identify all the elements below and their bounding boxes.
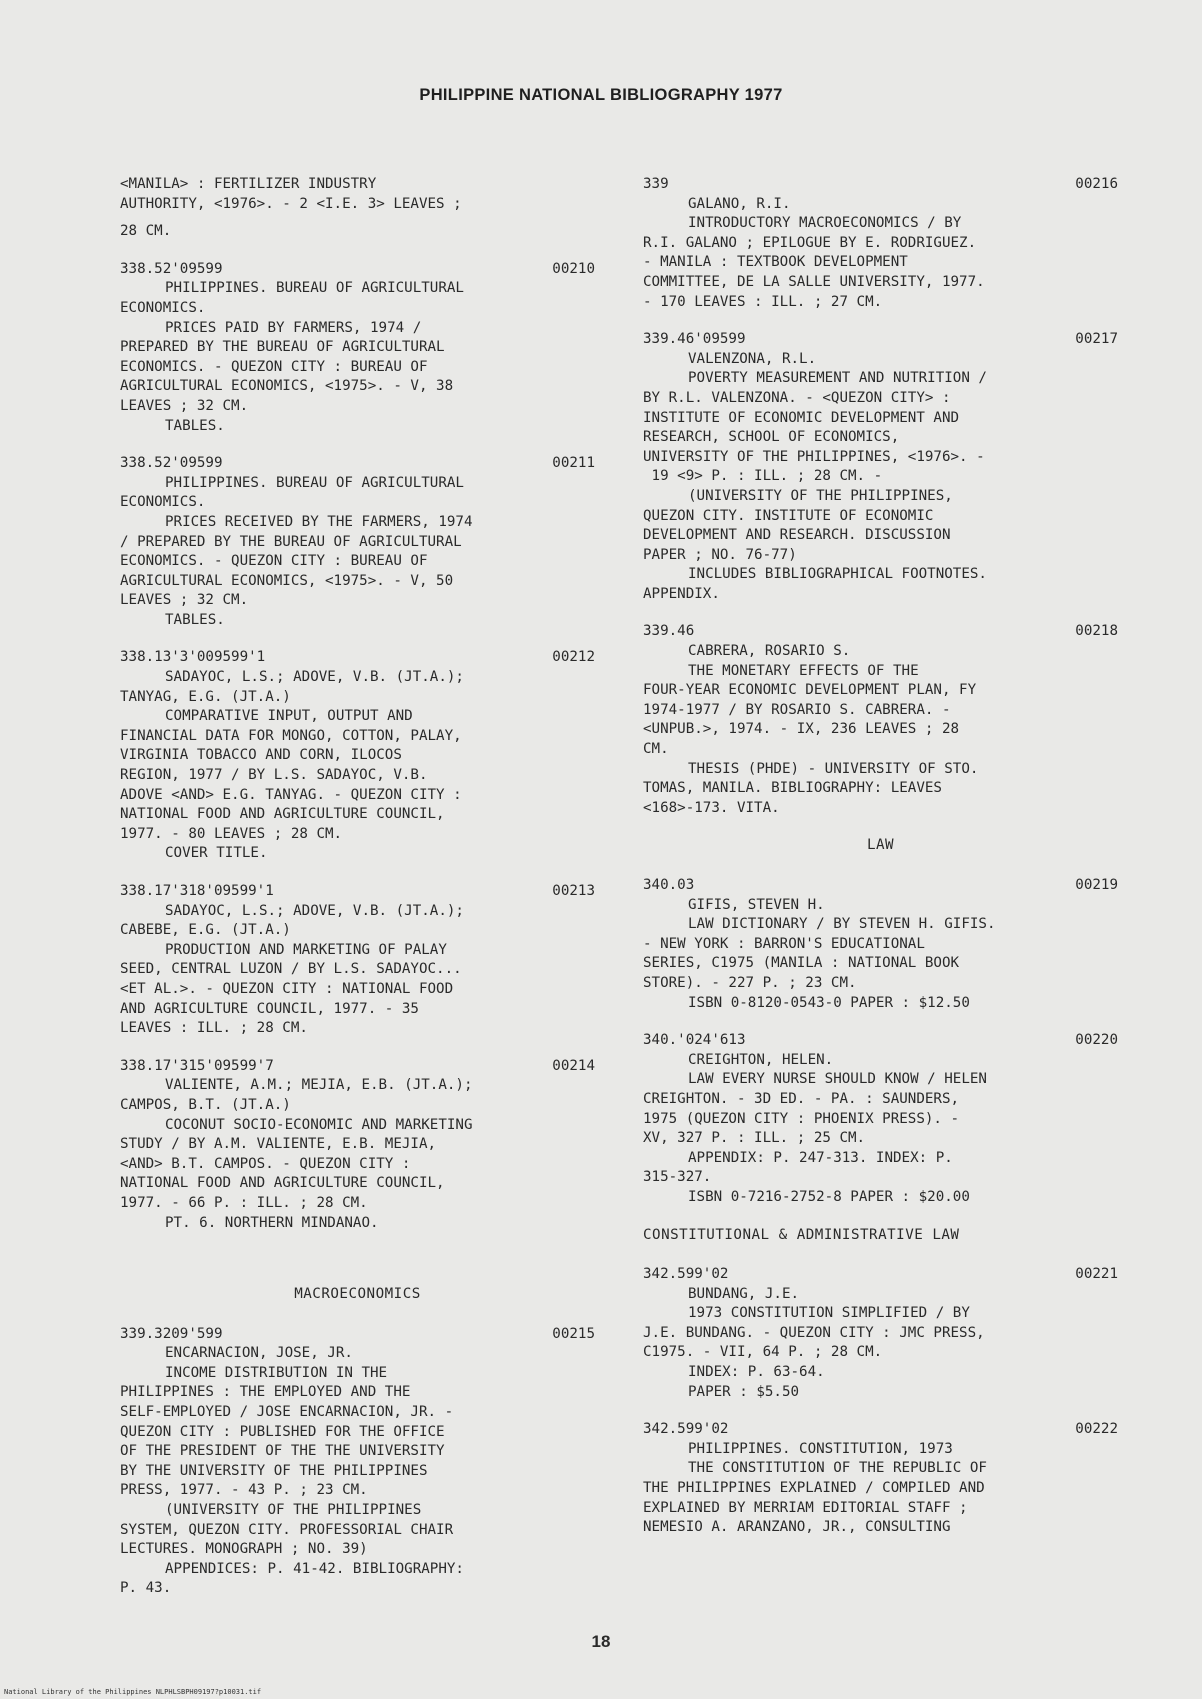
left-column xyxy=(120,175,595,1617)
entry-line: COMMITTEE, DE LA SALLE UNIVERSITY, 1977. xyxy=(643,273,985,290)
entry-line: UNIVERSITY OF THE PHILIPPINES, <1976>. - xyxy=(643,448,985,465)
entry-line: AND AGRICULTURE COUNCIL, 1977. - 35 xyxy=(120,1000,419,1017)
entry-line: C1975. - VII, 64 P. ; 28 CM. xyxy=(643,1344,883,1361)
entry-number-row xyxy=(643,1420,1118,1440)
entry-number-row xyxy=(643,1031,1118,1051)
entry-line: STORE). - 227 P. ; 23 CM. xyxy=(643,974,857,991)
right-column xyxy=(643,175,1118,1556)
class-number: 339 xyxy=(643,176,669,192)
entry-line: GALANO, R.I. xyxy=(688,195,791,212)
entry-line: FINANCIAL DATA FOR MONGO, COTTON, PALAY, xyxy=(120,727,462,744)
entry-line: REGION, 1977 / BY L.S. SADAYOC, V.B. xyxy=(120,767,428,784)
class-number: 342.599'02 xyxy=(643,1421,729,1438)
class-number: 340.'024'613 xyxy=(643,1032,746,1049)
entry-line: THE CONSTITUTION OF THE REPUBLIC OF xyxy=(688,1460,987,1477)
entry-number-row xyxy=(120,1325,595,1345)
bibliography-entry xyxy=(643,175,1118,312)
bibliography-entry xyxy=(643,1031,1118,1207)
entry-number: 00212 xyxy=(552,649,595,666)
entry-line: APPENDICES: P. 41-42. BIBLIOGRAPHY: xyxy=(165,1560,464,1577)
entry-number: 00213 xyxy=(552,883,595,899)
entry-line: PREPARED BY THE BUREAU OF AGRICULTURAL xyxy=(120,339,445,356)
class-number: 339.46 xyxy=(643,623,695,640)
entry-number: 00211 xyxy=(552,455,595,472)
class-number: 339.3209'599 xyxy=(120,1325,223,1342)
entry-line: TABLES. xyxy=(165,611,225,628)
entry-line: THE MONETARY EFFECTS OF THE xyxy=(688,662,919,679)
section-heading-macroeconomics: MACROECONOMICS xyxy=(294,1286,421,1303)
entry-line: LAW DICTIONARY / BY STEVEN H. GIFIS. xyxy=(688,916,996,933)
page-header: PHILIPPINE NATIONAL BIBLIOGRAPHY 1977 xyxy=(419,86,783,104)
entry-line: PRICES RECEIVED BY THE FARMERS, 1974 xyxy=(165,513,473,530)
class-number: 338.52'09599 xyxy=(120,455,223,472)
entry-line: CREIGHTON, HELEN. xyxy=(688,1051,834,1068)
bibliography-entry xyxy=(643,622,1118,818)
entry-line: NATIONAL FOOD AND AGRICULTURE COUNCIL, xyxy=(120,806,445,823)
entry-line: ECONOMICS. xyxy=(120,299,206,316)
entry-line: SYSTEM, QUEZON CITY. PROFESSORIAL CHAIR xyxy=(120,1521,454,1538)
class-number: 338.52'09599 xyxy=(120,260,223,277)
continuation-entry xyxy=(120,175,595,242)
entry-line: CABRERA, ROSARIO S. xyxy=(688,643,851,660)
entry-line: <UNPUB.>, 1974. - IX, 236 LEAVES ; 28 xyxy=(643,721,960,738)
entry-line: BUNDANG, J.E. xyxy=(688,1285,800,1302)
entry-line: RESEARCH, SCHOOL OF ECONOMICS, xyxy=(643,429,900,446)
entry-line: PHILIPPINES : THE EMPLOYED AND THE xyxy=(120,1384,411,1401)
entry-line: INDEX: P. 63-64. xyxy=(688,1364,825,1381)
section-heading-law: LAW xyxy=(866,837,895,854)
class-number: 339.46'09599 xyxy=(643,331,746,348)
bibliography-entry xyxy=(643,876,1118,1013)
entry-line: XV, 327 P. : ILL. ; 25 CM. xyxy=(643,1130,866,1147)
entry-line: STUDY / BY A.M. VALIENTE, E.B. MEJIA, xyxy=(120,1136,437,1153)
class-number: 338.17'315'09599'7 xyxy=(120,1057,274,1074)
class-number: 340.03 xyxy=(643,877,695,893)
entry-line: COCONUT SOCIO-ECONOMIC AND MARKETING xyxy=(165,1116,473,1133)
entry-line: <AND> B.T. CAMPOS. - QUEZON CITY : xyxy=(120,1155,411,1172)
class-number: 338.13'3'009599'1 xyxy=(120,649,266,666)
entry-line: QUEZON CITY : PUBLISHED FOR THE OFFICE xyxy=(120,1423,445,1440)
entry-line: BY THE UNIVERSITY OF THE PHILIPPINES xyxy=(120,1462,428,1479)
entry-line: PRODUCTION AND MARKETING OF PALAY xyxy=(165,941,447,958)
entry-line: (UNIVERSITY OF THE PHILIPPINES xyxy=(165,1502,422,1519)
entry-number-row xyxy=(120,454,595,474)
entry-line: EXPLAINED BY MERRIAM EDITORIAL STAFF ; xyxy=(643,1499,968,1516)
entry-line: TANYAG, E.G. (JT.A.) xyxy=(120,688,291,705)
entry-line: SADAYOC, L.S.; ADOVE, V.B. (JT.A.); xyxy=(165,902,464,919)
bibliography-entry xyxy=(120,882,595,1039)
entry-number-row xyxy=(120,260,595,280)
entry-line: ISBN 0-8120-0543-0 PAPER : $12.50 xyxy=(688,994,970,1011)
entry-line: NEMESIO A. ARANZANO, JR., CONSULTING xyxy=(643,1519,951,1536)
entry-number: 00216 xyxy=(1075,176,1118,192)
entry-line: LEAVES ; 32 CM. xyxy=(120,592,249,609)
entry-line: LEAVES : ILL. ; 28 CM. xyxy=(120,1020,308,1037)
entry-line: INCOME DISTRIBUTION IN THE xyxy=(165,1364,388,1381)
entry-number: 00217 xyxy=(1075,331,1118,348)
entry-line: CABEBE, E.G. (JT.A.) xyxy=(120,922,291,939)
entry-line: CAMPOS, B.T. (JT.A.) xyxy=(120,1096,291,1113)
bibliography-entry xyxy=(643,330,1118,604)
entry-line: 1977. - 66 P. : ILL. ; 28 CM. xyxy=(120,1194,368,1211)
entry-line: - 170 LEAVES : ILL. ; 27 CM. xyxy=(643,293,883,310)
entry-line: PAPER : $5.50 xyxy=(688,1383,800,1400)
entry-line: 19 <9> P. : ILL. ; 28 CM. - xyxy=(643,468,883,485)
entry-line: J.E. BUNDANG. - QUEZON CITY : JMC PRESS, xyxy=(643,1324,985,1341)
entry-line: 1973 CONSTITUTION SIMPLIFIED / BY xyxy=(688,1305,970,1322)
entry-line: LECTURES. MONOGRAPH ; NO. 39) xyxy=(120,1541,368,1558)
entry-line: SERIES, C1975 (MANILA : NATIONAL BOOK xyxy=(643,955,960,972)
entry-number: 00214 xyxy=(552,1057,595,1074)
entry-line: THE PHILIPPINES EXPLAINED / COMPILED AND xyxy=(643,1480,985,1497)
entry-line: OF THE PRESIDENT OF THE THE UNIVERSITY xyxy=(120,1443,445,1460)
entry-number: 00222 xyxy=(1075,1421,1118,1438)
entry-line: AGRICULTURAL ECONOMICS, <1975>. - V, 38 xyxy=(120,378,454,395)
bibliography-entry xyxy=(120,454,595,630)
entry-line: PRESS, 1977. - 43 P. ; 23 CM. xyxy=(120,1482,368,1499)
entry-number: 00219 xyxy=(1075,877,1118,893)
entry-number-row xyxy=(643,330,1118,350)
entry-number-row xyxy=(643,622,1118,642)
entry-number: 00210 xyxy=(552,260,595,277)
entry-line: ECONOMICS. - QUEZON CITY : BUREAU OF xyxy=(120,553,428,570)
bibliography-entry xyxy=(120,1057,595,1233)
entry-number-row xyxy=(120,1057,595,1077)
entry-line: BY R.L. VALENZONA. - <QUEZON CITY> : xyxy=(643,389,951,406)
entry-number-row xyxy=(120,648,595,668)
entry-line: VALENZONA, R.L. xyxy=(688,350,817,367)
entry-line: SADAYOC, L.S.; ADOVE, V.B. (JT.A.); xyxy=(165,669,464,686)
entry-line: QUEZON CITY. INSTITUTE OF ECONOMIC xyxy=(643,507,934,524)
entry-number: 00221 xyxy=(1075,1266,1118,1283)
entry-line: (UNIVERSITY OF THE PHILIPPINES, xyxy=(688,487,953,504)
entry-number: 00220 xyxy=(1075,1032,1118,1049)
entry-line: ISBN 0-7216-2752-8 PAPER : $20.00 xyxy=(688,1188,970,1205)
entry-line: INTRODUCTORY MACROECONOMICS / BY xyxy=(688,215,962,232)
entry-line: TABLES. xyxy=(165,417,225,434)
entry-line: SELF-EMPLOYED / JOSE ENCARNACION, JR. - xyxy=(120,1404,454,1421)
entry-line: AUTHORITY, <1976>. - 2 <I.E. 3> LEAVES ; xyxy=(120,195,462,212)
bibliography-entry xyxy=(120,648,595,864)
entry-number-row xyxy=(120,882,595,902)
entry-line: VALIENTE, A.M.; MEJIA, E.B. (JT.A.); xyxy=(165,1077,473,1094)
entry-line: 1975 (QUEZON CITY : PHOENIX PRESS). - xyxy=(643,1110,960,1127)
bibliography-entry xyxy=(120,260,595,436)
entry-line: 1974-1977 / BY ROSARIO S. CABRERA. - xyxy=(643,701,951,718)
entry-line: AGRICULTURAL ECONOMICS, <1975>. - V, 50 xyxy=(120,572,454,589)
entry-line: LEAVES ; 32 CM. xyxy=(120,397,249,414)
entry-line: DEVELOPMENT AND RESEARCH. DISCUSSION xyxy=(643,527,951,544)
entry-line: P. 43. xyxy=(120,1580,172,1597)
bibliography-entry xyxy=(643,1420,1118,1538)
entry-line: / PREPARED BY THE BUREAU OF AGRICULTURAL xyxy=(120,533,462,550)
entry-number-row xyxy=(643,876,1118,896)
entry-line: ECONOMICS. xyxy=(120,494,206,511)
entry-line: GIFIS, STEVEN H. xyxy=(688,896,825,913)
entry-line: 28 CM. xyxy=(120,223,172,240)
entry-line: CM. xyxy=(643,741,669,758)
entry-number-row xyxy=(643,175,1118,195)
entry-line: ADOVE <AND> E.G. TANYAG. - QUEZON CITY : xyxy=(120,786,462,803)
entry-line: - MANILA : TEXTBOOK DEVELOPMENT xyxy=(643,254,908,271)
entry-line: THESIS (PHDE) - UNIVERSITY OF STO. xyxy=(688,760,979,777)
entry-line: PT. 6. NORTHERN MINDANAO. xyxy=(165,1214,379,1231)
entry-line: NATIONAL FOOD AND AGRICULTURE COUNCIL, xyxy=(120,1175,445,1192)
section-heading-constitutional-law: CONSTITUTIONAL & ADMINISTRATIVE LAW xyxy=(643,1226,960,1243)
entry-line: ECONOMICS. - QUEZON CITY : BUREAU OF xyxy=(120,358,428,375)
entry-line: INCLUDES BIBLIOGRAPHICAL FOOTNOTES. xyxy=(688,566,987,583)
page-number: 18 xyxy=(591,1632,611,1651)
bibliography-entry xyxy=(643,1265,1118,1402)
entry-line: - NEW YORK : BARRON'S EDUCATIONAL xyxy=(643,935,925,952)
entry-line: 315-327. xyxy=(643,1169,712,1186)
entry-number: 00218 xyxy=(1075,623,1118,640)
footer-note: National Library of the Philippines NLPHLSBPH09197?p10031.tif xyxy=(4,1688,262,1696)
entry-line: CREIGHTON. - 3D ED. - PA. : SAUNDERS, xyxy=(643,1090,960,1107)
entry-line: FOUR-YEAR ECONOMIC DEVELOPMENT PLAN, FY xyxy=(643,682,977,699)
entry-line: 1977. - 80 LEAVES ; 28 CM. xyxy=(120,825,343,842)
entry-line: <168>-173. VITA. xyxy=(643,799,780,816)
entry-line: APPENDIX. xyxy=(643,585,720,602)
entry-line: SEED, CENTRAL LUZON / BY L.S. SADAYOC... xyxy=(120,961,462,978)
entry-line: PRICES PAID BY FARMERS, 1974 / xyxy=(165,319,422,336)
entry-number: 00215 xyxy=(552,1325,595,1342)
class-number: 338.17'318'09599'1 xyxy=(120,883,274,899)
entry-line: POVERTY MEASUREMENT AND NUTRITION / xyxy=(688,370,987,387)
entry-line: PHILIPPINES. BUREAU OF AGRICULTURAL xyxy=(165,474,464,491)
entry-line: R.I. GALANO ; EPILOGUE BY E. RODRIGUEZ. xyxy=(643,234,977,251)
entry-line: PHILIPPINES. BUREAU OF AGRICULTURAL xyxy=(165,280,464,297)
entry-line: COMPARATIVE INPUT, OUTPUT AND xyxy=(165,708,413,725)
entry-line: PHILIPPINES. CONSTITUTION, 1973 xyxy=(688,1440,953,1457)
entry-number-row xyxy=(643,1265,1118,1285)
entry-line: COVER TITLE. xyxy=(165,845,268,862)
entry-line: ENCARNACION, JOSE, JR. xyxy=(165,1345,353,1362)
entry-line: TOMAS, MANILA. BIBLIOGRAPHY: LEAVES xyxy=(643,780,942,797)
entry-line: INSTITUTE OF ECONOMIC DEVELOPMENT AND xyxy=(643,409,960,426)
bibliography-entry xyxy=(120,1325,595,1599)
entry-line: PAPER ; NO. 76-77) xyxy=(643,546,797,563)
entry-line: APPENDIX: P. 247-313. INDEX: P. xyxy=(688,1149,953,1166)
entry-line: LAW EVERY NURSE SHOULD KNOW / HELEN xyxy=(688,1071,987,1088)
class-number: 342.599'02 xyxy=(643,1266,729,1283)
entry-line: <MANILA> : FERTILIZER INDUSTRY xyxy=(120,176,377,192)
entry-line: VIRGINIA TOBACCO AND CORN, ILOCOS xyxy=(120,747,402,764)
entry-line: <ET AL.>. - QUEZON CITY : NATIONAL FOOD xyxy=(120,980,454,997)
